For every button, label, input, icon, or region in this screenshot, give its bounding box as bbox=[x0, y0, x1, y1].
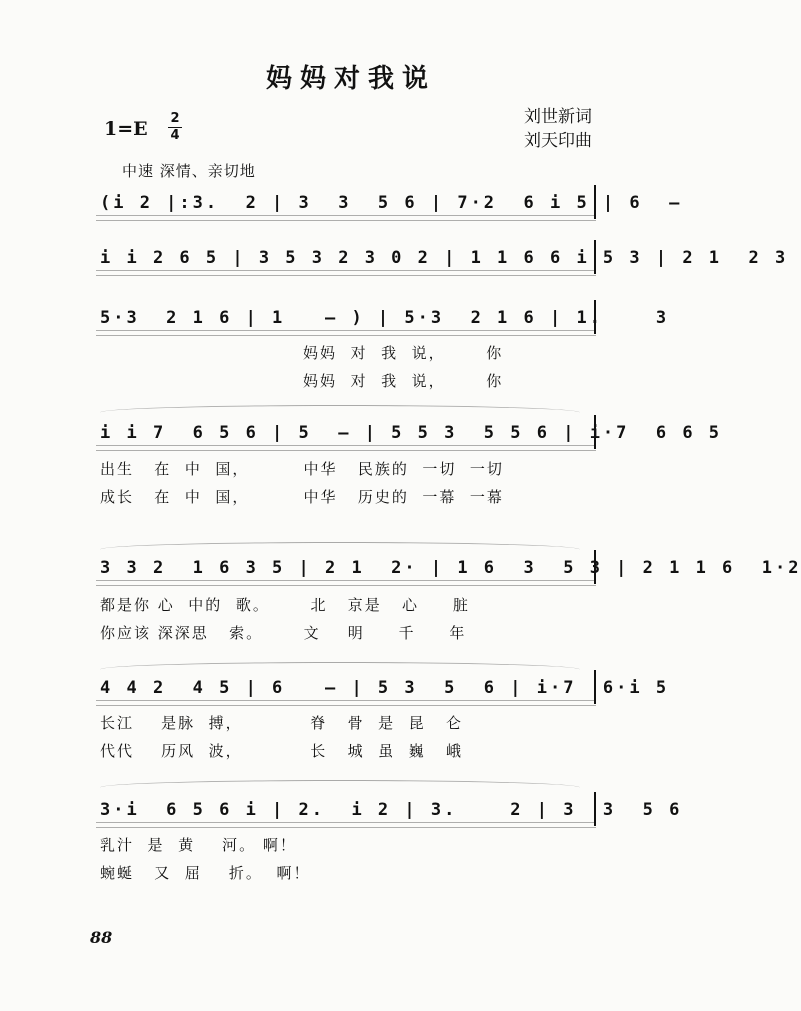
music-notes: 3·i 6 5 6 i | 2. i 2 | 3. 2 | 3 3 5 6 bbox=[100, 800, 683, 820]
key-signature: 1=E bbox=[104, 118, 148, 140]
lyric-line-5: 都是你 心 中的 歌。 北 京是 心 脏 bbox=[100, 596, 470, 614]
beam-lines bbox=[96, 270, 596, 276]
bar-line bbox=[594, 415, 596, 449]
song-title: 妈妈对我说 bbox=[265, 64, 436, 94]
music-line-1 bbox=[96, 185, 683, 225]
time-signature-bottom: 4 bbox=[170, 128, 180, 143]
music-notes: 3 3 2 1 6 3 5 | 2 1 2· | 1 6 3 5 3 | 2 1 1 6 1·2 bbox=[100, 558, 801, 578]
lyricist-credit: 刘世新词 bbox=[524, 107, 592, 127]
bar-line bbox=[594, 300, 596, 334]
lyric-line-1: 妈妈 对 我 说， 你 bbox=[100, 344, 504, 362]
music-notes: i i 2 6 5 | 3 5 3 2 3 0 2 | 1 1 6 6 i 5 3 | 2 1 2 3 bbox=[100, 248, 789, 268]
music-line-6 bbox=[96, 670, 670, 710]
bar-line bbox=[594, 550, 596, 584]
music-line-3 bbox=[96, 300, 670, 340]
lyric-line-10: 蜿蜒 又 屈 折。 啊！ bbox=[100, 864, 311, 882]
bar-line bbox=[594, 240, 596, 274]
lyric-line-6: 你应该 深深思 索。 文 明 千 年 bbox=[100, 624, 467, 642]
lyric-line-2: 妈妈 对 我 说， 你 bbox=[100, 372, 504, 390]
lyric-line-4: 成长 在 中 国， 中华 历史的 一幕 一幕 bbox=[100, 488, 504, 506]
beam-lines bbox=[96, 700, 596, 706]
music-notes: (i 2 |:3. 2 | 3 3 5 6 | 7·2 6 i 5 | 6 — bbox=[100, 193, 683, 213]
music-line-5 bbox=[96, 550, 801, 590]
bar-line bbox=[594, 670, 596, 704]
music-notes: i i 7 6 5 6 | 5 — | 5 5 3 5 5 6 | i·7 6 6 5 bbox=[100, 423, 723, 443]
beam-lines bbox=[96, 822, 596, 828]
beam-lines bbox=[96, 215, 596, 221]
credits bbox=[524, 105, 592, 153]
music-notes: 5·3 2 1 6 | 1 — ) | 5·3 2 1 6 | 1. 3 bbox=[100, 308, 670, 328]
lyric-line-9: 乳汁 是 黄 河。 啊！ bbox=[100, 836, 297, 854]
music-line-7 bbox=[96, 792, 683, 832]
music-notes: 4 4 2 4 5 | 6 — | 5 3 5 6 | i·7 6·i 5 bbox=[100, 678, 670, 698]
tempo-marking: 中速 深情、亲切地 bbox=[122, 162, 256, 180]
time-signature bbox=[168, 112, 182, 143]
lyric-line-3: 出生 在 中 国， 中华 民族的 一切 一切 bbox=[100, 460, 504, 478]
bar-line bbox=[594, 185, 596, 219]
lyric-line-7: 长江 是脉 搏， 脊 骨 是 昆 仑 bbox=[100, 714, 463, 732]
lyric-line-8: 代代 历风 波， 长 城 虽 巍 峨 bbox=[100, 742, 463, 760]
page-number: 88 bbox=[90, 928, 113, 947]
music-line-2 bbox=[96, 240, 789, 280]
time-signature-top: 2 bbox=[170, 111, 180, 126]
beam-lines bbox=[96, 445, 596, 451]
composer-credit: 刘天印曲 bbox=[524, 131, 592, 151]
beam-lines bbox=[96, 330, 596, 336]
music-line-4 bbox=[96, 415, 723, 455]
bar-line bbox=[594, 792, 596, 826]
beam-lines bbox=[96, 580, 596, 586]
